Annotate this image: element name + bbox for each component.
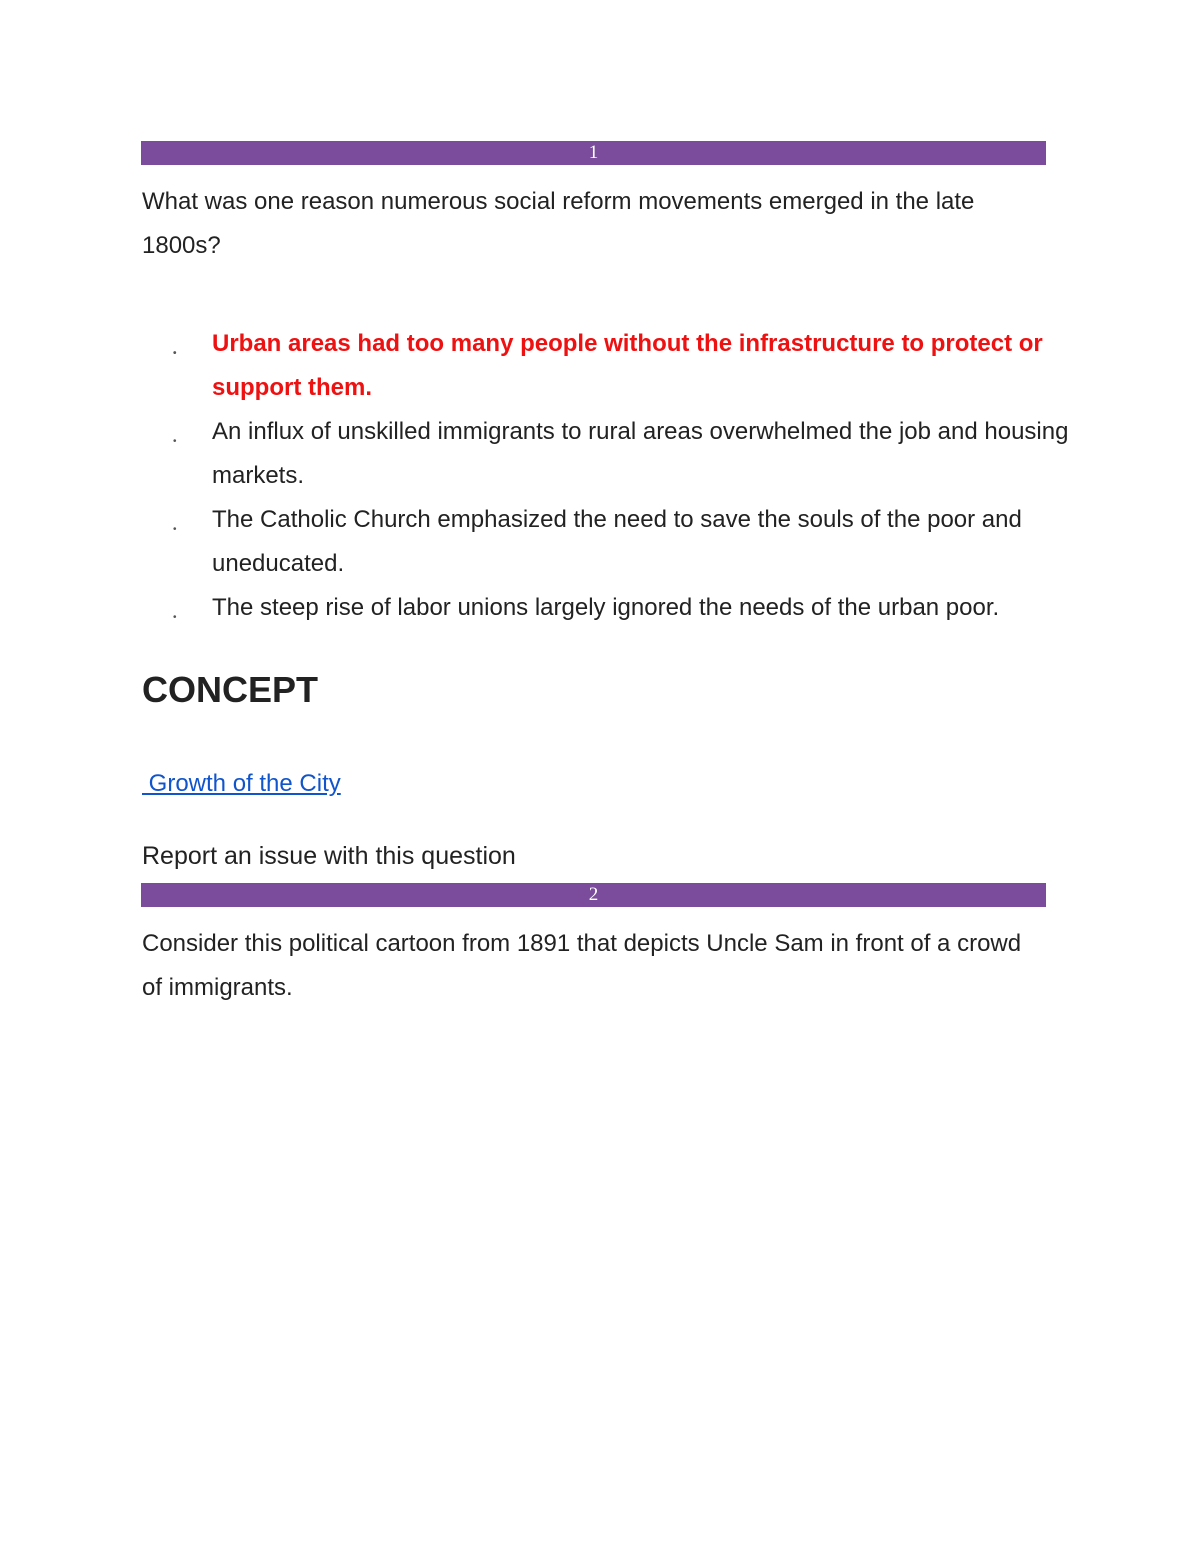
answer-option-text: An influx of unskilled immigrants to rural areas overwhelmed the job and housing markets. [212, 418, 1069, 489]
question-number-bar [141, 141, 1046, 165]
report-issue-link[interactable]: Report an issue with this question [142, 842, 516, 870]
answer-option-text: The Catholic Church emphasized the need to save the souls of the poor and uneducated. [212, 506, 1022, 577]
bullet-icon: • [173, 436, 177, 447]
answer-options [0, 322, 1200, 630]
bullet-icon: • [173, 348, 177, 359]
answer-option-text: The steep rise of labor unions largely ignored the needs of the urban poor. [212, 594, 1000, 621]
answer-option[interactable] [0, 410, 1072, 498]
answer-option-text: Urban areas had too many people without the infrastructure to protect or support them. [212, 330, 1043, 401]
bullet-icon: • [173, 612, 177, 623]
concept-heading: CONCEPT [142, 669, 319, 710]
answer-option[interactable] [0, 498, 1072, 586]
question-number: 1 [588, 142, 599, 163]
question-number-bar [141, 883, 1046, 907]
question-prompt: Consider this political cartoon from 1891 that depicts Uncle Sam in front of a crowd of immigrants. [142, 930, 1022, 1001]
answer-option-correct[interactable] [0, 322, 1072, 410]
concept-link[interactable]: Growth of the City [142, 770, 341, 797]
bullet-icon: • [173, 524, 177, 535]
question-prompt: What was one reason numerous social reform movements emerged in the late 1800s? [142, 188, 975, 259]
question-number: 2 [588, 884, 599, 905]
answer-option[interactable] [0, 586, 1072, 630]
